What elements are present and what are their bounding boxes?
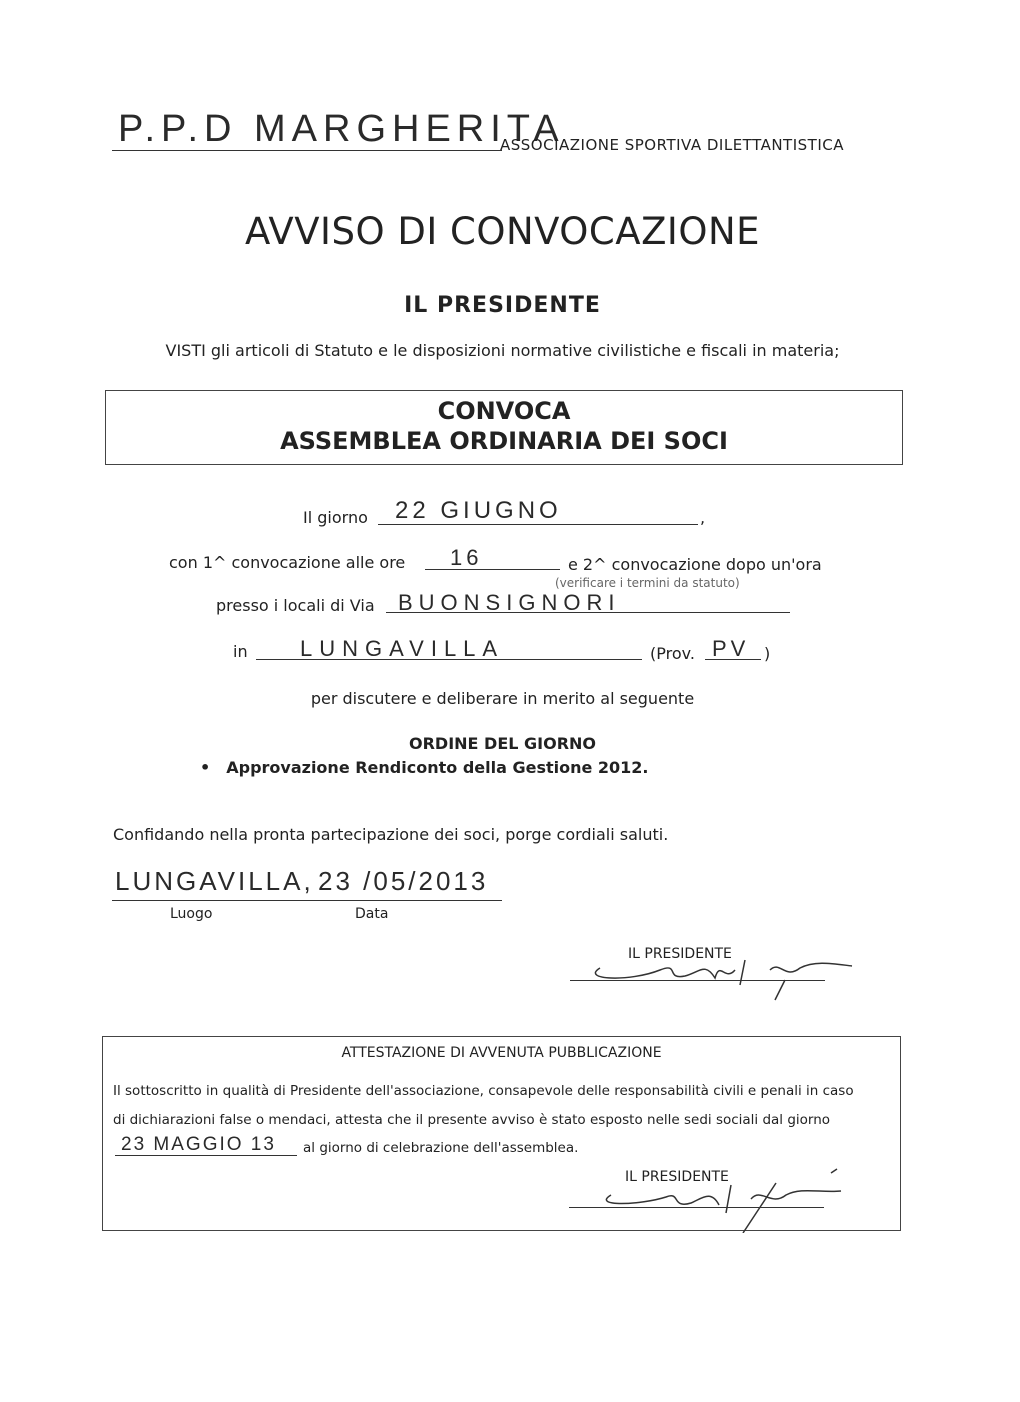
- attestation-line1: Il sottoscritto in qualità di Presidente dell'associazione, consapevole delle responsabilità civili e penali in caso: [113, 1083, 854, 1099]
- date-label: Data: [355, 906, 389, 922]
- signature1-mark: [570, 940, 860, 1005]
- conv1-underline: [425, 569, 560, 570]
- signature1-label: IL PRESIDENTE: [628, 946, 732, 962]
- attestation-title: ATTESTAZIONE DI AVVENUTA PUBBLICAZIONE: [341, 1045, 662, 1061]
- attestation-date-value: 23 MAGGIO 13: [121, 1134, 276, 1155]
- attestation-line3: al giorno di celebrazione dell'assemblea.: [303, 1140, 579, 1156]
- association-name-underline: [112, 150, 502, 151]
- attestation-date-underline: [115, 1155, 297, 1156]
- convoca-heading: CONVOCA: [437, 397, 571, 425]
- document-title: AVVISO DI CONVOCAZIONE: [244, 210, 761, 253]
- attestation-line2: di dichiarazioni false o mendaci, attesta che il presente avviso è stato esposto nelle sedi sociali dal giorno: [113, 1112, 831, 1128]
- agenda-item-text: Approvazione Rendiconto della Gestione 2012.: [226, 758, 649, 777]
- place-date-underline: [112, 900, 502, 901]
- convoca-box: [105, 390, 903, 465]
- agenda-item: [200, 758, 649, 777]
- prov-close: ): [764, 644, 771, 663]
- via-label: presso i locali di Via: [216, 596, 375, 615]
- visti-text: VISTI gli articoli di Statuto e le disposizioni normative civilistiche e fiscali in materia;: [165, 341, 840, 360]
- association-type: ASSOCIAZIONE SPORTIVA DILETTANTISTICA: [500, 136, 844, 154]
- prov-underline: [705, 659, 761, 660]
- attestation-signature-line: [569, 1207, 824, 1208]
- in-label: in: [233, 642, 248, 661]
- via-underline: [386, 612, 790, 613]
- giorno-value: 22 GIUGNO: [395, 497, 562, 524]
- discutere-text: per discutere e deliberare in merito al seguente: [310, 689, 695, 708]
- prov-value: PV: [712, 636, 750, 661]
- conv1-label: con 1^ convocazione alle ore: [169, 553, 406, 572]
- conv1-value: 16: [450, 545, 483, 570]
- attestation-box: [102, 1036, 901, 1231]
- place-value: LUNGAVILLA,: [115, 866, 314, 896]
- via-value: BUONSIGNORI: [398, 590, 621, 615]
- giorno-underline: [378, 524, 698, 525]
- president-heading: IL PRESIDENTE: [404, 293, 601, 318]
- assemblea-heading: ASSEMBLEA ORDINARIA DEI SOCI: [280, 427, 728, 455]
- date-value: 23 /05/2013: [318, 866, 489, 896]
- attestation-signature-label: IL PRESIDENTE: [625, 1169, 729, 1185]
- signature1-line: [570, 980, 825, 981]
- in-value: LUNGAVILLA: [300, 636, 505, 661]
- giorno-suffix: ,: [700, 508, 706, 527]
- prov-label: (Prov.: [650, 644, 695, 663]
- association-name-handwritten: P.P.D MARGHERITA: [118, 108, 565, 150]
- closing-text: Confidando nella pronta partecipazione dei soci, porge cordiali saluti.: [113, 825, 669, 844]
- in-underline: [256, 659, 642, 660]
- attestation-signature-mark: [571, 1163, 861, 1233]
- giorno-label: Il giorno: [303, 508, 368, 527]
- place-label: Luogo: [170, 906, 213, 922]
- conv2-label: e 2^ convocazione dopo un'ora: [568, 555, 822, 574]
- statuto-note: (verificare i termini da statuto): [555, 576, 740, 590]
- agenda-heading: ORDINE DEL GIORNO: [408, 734, 597, 753]
- bullet-icon: •: [200, 758, 211, 777]
